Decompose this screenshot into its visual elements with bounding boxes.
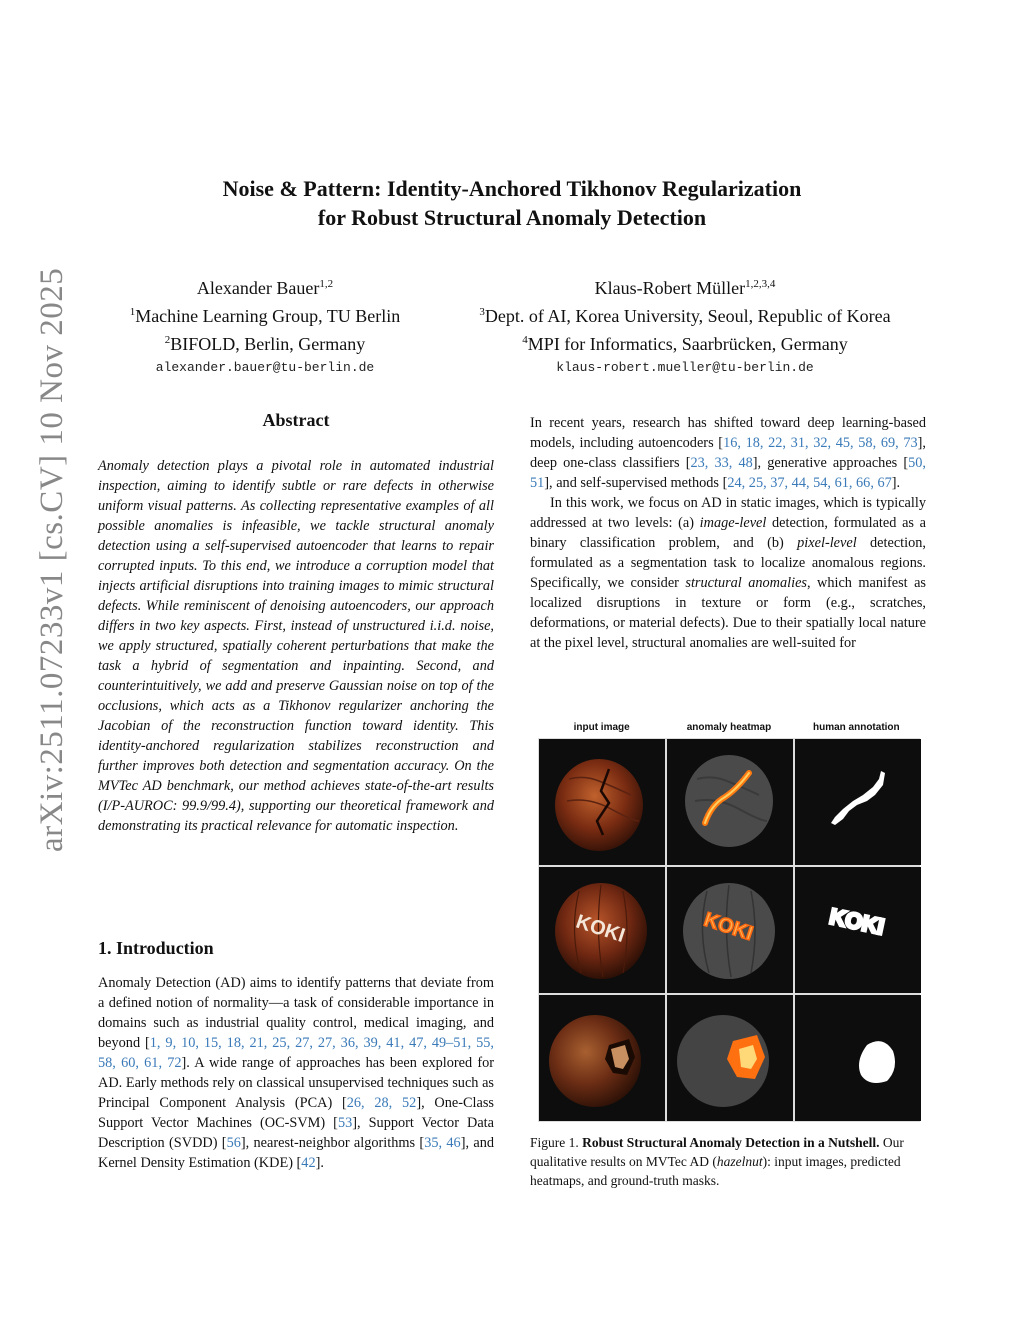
aff-sup: 3: [479, 306, 485, 318]
input-image-crack: [539, 739, 665, 865]
affiliation: MPI for Informatics, Saarbrücken, Germany: [527, 334, 848, 354]
mask-text: KOKI: [827, 903, 887, 940]
intro-paragraph: Anomaly Detection (AD) aims to identify patterns that deviate from a defined notion of normality—a task of considerable importance in domains such as industrial quality control, medical imaging, and beyond [1, 9, 10, 15, 18, 21, 25, 27, 27, 36, 39, 41, 47, 49–51, 55, 58, 60, 61, 72]. A wide range of approaches has been explored for AD. Early methods rely on classical unsupervised techniques such as Principal Component Analysis (PCA) [26, 28, 52], One-Class Support Vector Machines (OC-SVM) [53], Support Vector Data Description (SVDD) [56], nearest-neighbor algorithms [35, 46], and Kernel Density Estimation (KDE) [42].: [98, 975, 494, 1171]
author-name: Alexander Bauer: [196, 278, 320, 298]
affiliation: Machine Learning Group, TU Berlin: [135, 306, 401, 326]
col-header-input: input image: [573, 722, 630, 733]
author-right: [440, 272, 930, 380]
col-header-heatmap: anomaly heatmap: [686, 722, 772, 733]
abstract-heading: Abstract: [262, 410, 330, 430]
annotation-mask-hole: [795, 995, 921, 1121]
figure-column-headers: [538, 718, 920, 738]
input-image-print: [539, 867, 665, 993]
citation-link[interactable]: 23, 33, 48: [690, 455, 753, 471]
citation-link[interactable]: 56: [226, 1135, 241, 1151]
aff-sup: 1: [129, 306, 136, 318]
citation-link[interactable]: 24, 25, 37, 44, 54, 61, 66, 67: [727, 475, 892, 491]
abstract-text: Anomaly detection plays a pivotal role in automated industrial inspection, aiming to identify subtle or rare defects in otherwise uniform visual patterns. As collecting representative examples of all possible anomalies is infeasible, we tackle structural anomaly detection using a self-supervised autoencoder that learns to repair corrupted inputs. To this end, we introduce a corruption model that injects artificial disruptions into training images to mimic structural defects. While reminiscent of denoising autoencoders, our approach differs in two key aspects. First, instead of unstructured i.i.d. noise, we apply structured, spatially coherent perturbations that make the task a hybrid of segmentation and inpainting. Second, and counterintuitively, we add and preserve Gaussian noise on top of the occlusions, which acts as a Tikhonov regularizer anchoring the Jacobian of the reconstruction function toward identity. This identity-anchored regularization stabilizes reconstruction and further improves both detection and segmentation accuracy. On the MVTec AD benchmark, our method achieves state-of-the-art results (I/P-AUROC: 99.9/99.4), supporting our theoretical framework and demonstrating its practical relevance for automatic inspection.: [98, 458, 494, 834]
author-left: [100, 272, 430, 380]
aff-sup: 2: [164, 334, 171, 346]
input-image-hole: [539, 995, 665, 1121]
intro-heading: 1. Introduction: [98, 938, 214, 958]
paper-title-line1: Noise & Pattern: Identity-Anchored Tikhonov Regularization: [222, 176, 802, 201]
author-sup: 1,2: [319, 278, 334, 290]
citation-link[interactable]: 35, 46: [424, 1135, 461, 1151]
citation-link[interactable]: 16, 18, 22, 31, 32, 45, 58, 69, 73: [723, 435, 918, 451]
paragraph: In recent years, research has shifted toward deep learning-based models, including autoencoders [16, 18, 22, 31, 32, 45, 58, 69, 73], deep one-class classifiers [23, 33, 48], generative approaches [50, 51], and self-supervised methods [24, 25, 37, 44, 54, 61, 66, 67].: [530, 415, 926, 491]
citation-link[interactable]: 1, 9, 10, 15, 18, 21, 25, 27, 27, 36, 39, 41, 47, 49–51, 55, 58, 60, 61, 72: [98, 1035, 494, 1071]
citation-link[interactable]: 42: [301, 1155, 316, 1171]
caption-label: Figure 1.: [530, 1135, 579, 1150]
annotation-mask-print: [795, 867, 921, 993]
affiliation: Dept. of AI, Korea University, Seoul, Republic of Korea: [484, 306, 891, 326]
heatmap-print: [667, 867, 793, 993]
print-text: KOKI: [573, 910, 628, 948]
author-email[interactable]: klaus-robert.mueller@tu-berlin.de: [556, 360, 814, 375]
figure-1: [538, 718, 920, 1122]
col-header-annotation: human annotation: [812, 722, 900, 733]
figure-caption: Figure 1. Robust Structural Anomaly Detection in a Nutshell. Our qualitative results on MVTec AD (hazelnut): input images, predicted heatmaps, and ground-truth masks.: [530, 1135, 904, 1188]
heatmap-crack: [667, 739, 793, 865]
arxiv-sidebar-id: arXiv:2511.07233v1 [cs.CV] 10 Nov 2025: [34, 267, 70, 852]
author-name: Klaus-Robert Müller: [594, 278, 746, 298]
citation-link[interactable]: 26, 28, 52: [346, 1095, 417, 1111]
caption-title: Robust Structural Anomaly Detection in a Nutshell.: [582, 1135, 880, 1150]
heatmap-hole: [667, 995, 793, 1121]
affiliation: BIFOLD, Berlin, Germany: [170, 334, 366, 354]
annotation-mask-crack: [795, 739, 921, 865]
right-column-text: [530, 413, 926, 653]
heatmap-text: KOKI: [701, 908, 756, 946]
aff-sup: 4: [522, 334, 528, 346]
figure-image-grid: [538, 738, 920, 1122]
paper-title-line2: for Robust Structural Anomaly Detection: [317, 205, 707, 230]
author-email[interactable]: alexander.bauer@tu-berlin.de: [155, 360, 375, 375]
author-sup: 1,2,3,4: [745, 278, 776, 290]
paragraph: In this work, we focus on AD in static images, which is typically addressed at two levels: (a) image-level detection, formulated as a binary classification problem, and (b) pixel-level detection, formulated as a segmentation task to localize anomalous regions. Specifically, we consider structural anomalies, which manifest as localized disruptions in texture or form (e.g., scratches, deformations, or material defects). Due to their spatially local nature at the pixel level, structural anomalies are well-suited for: [530, 495, 926, 651]
citation-link[interactable]: 53: [337, 1115, 353, 1131]
citation-link[interactable]: 50, 51: [530, 455, 926, 491]
